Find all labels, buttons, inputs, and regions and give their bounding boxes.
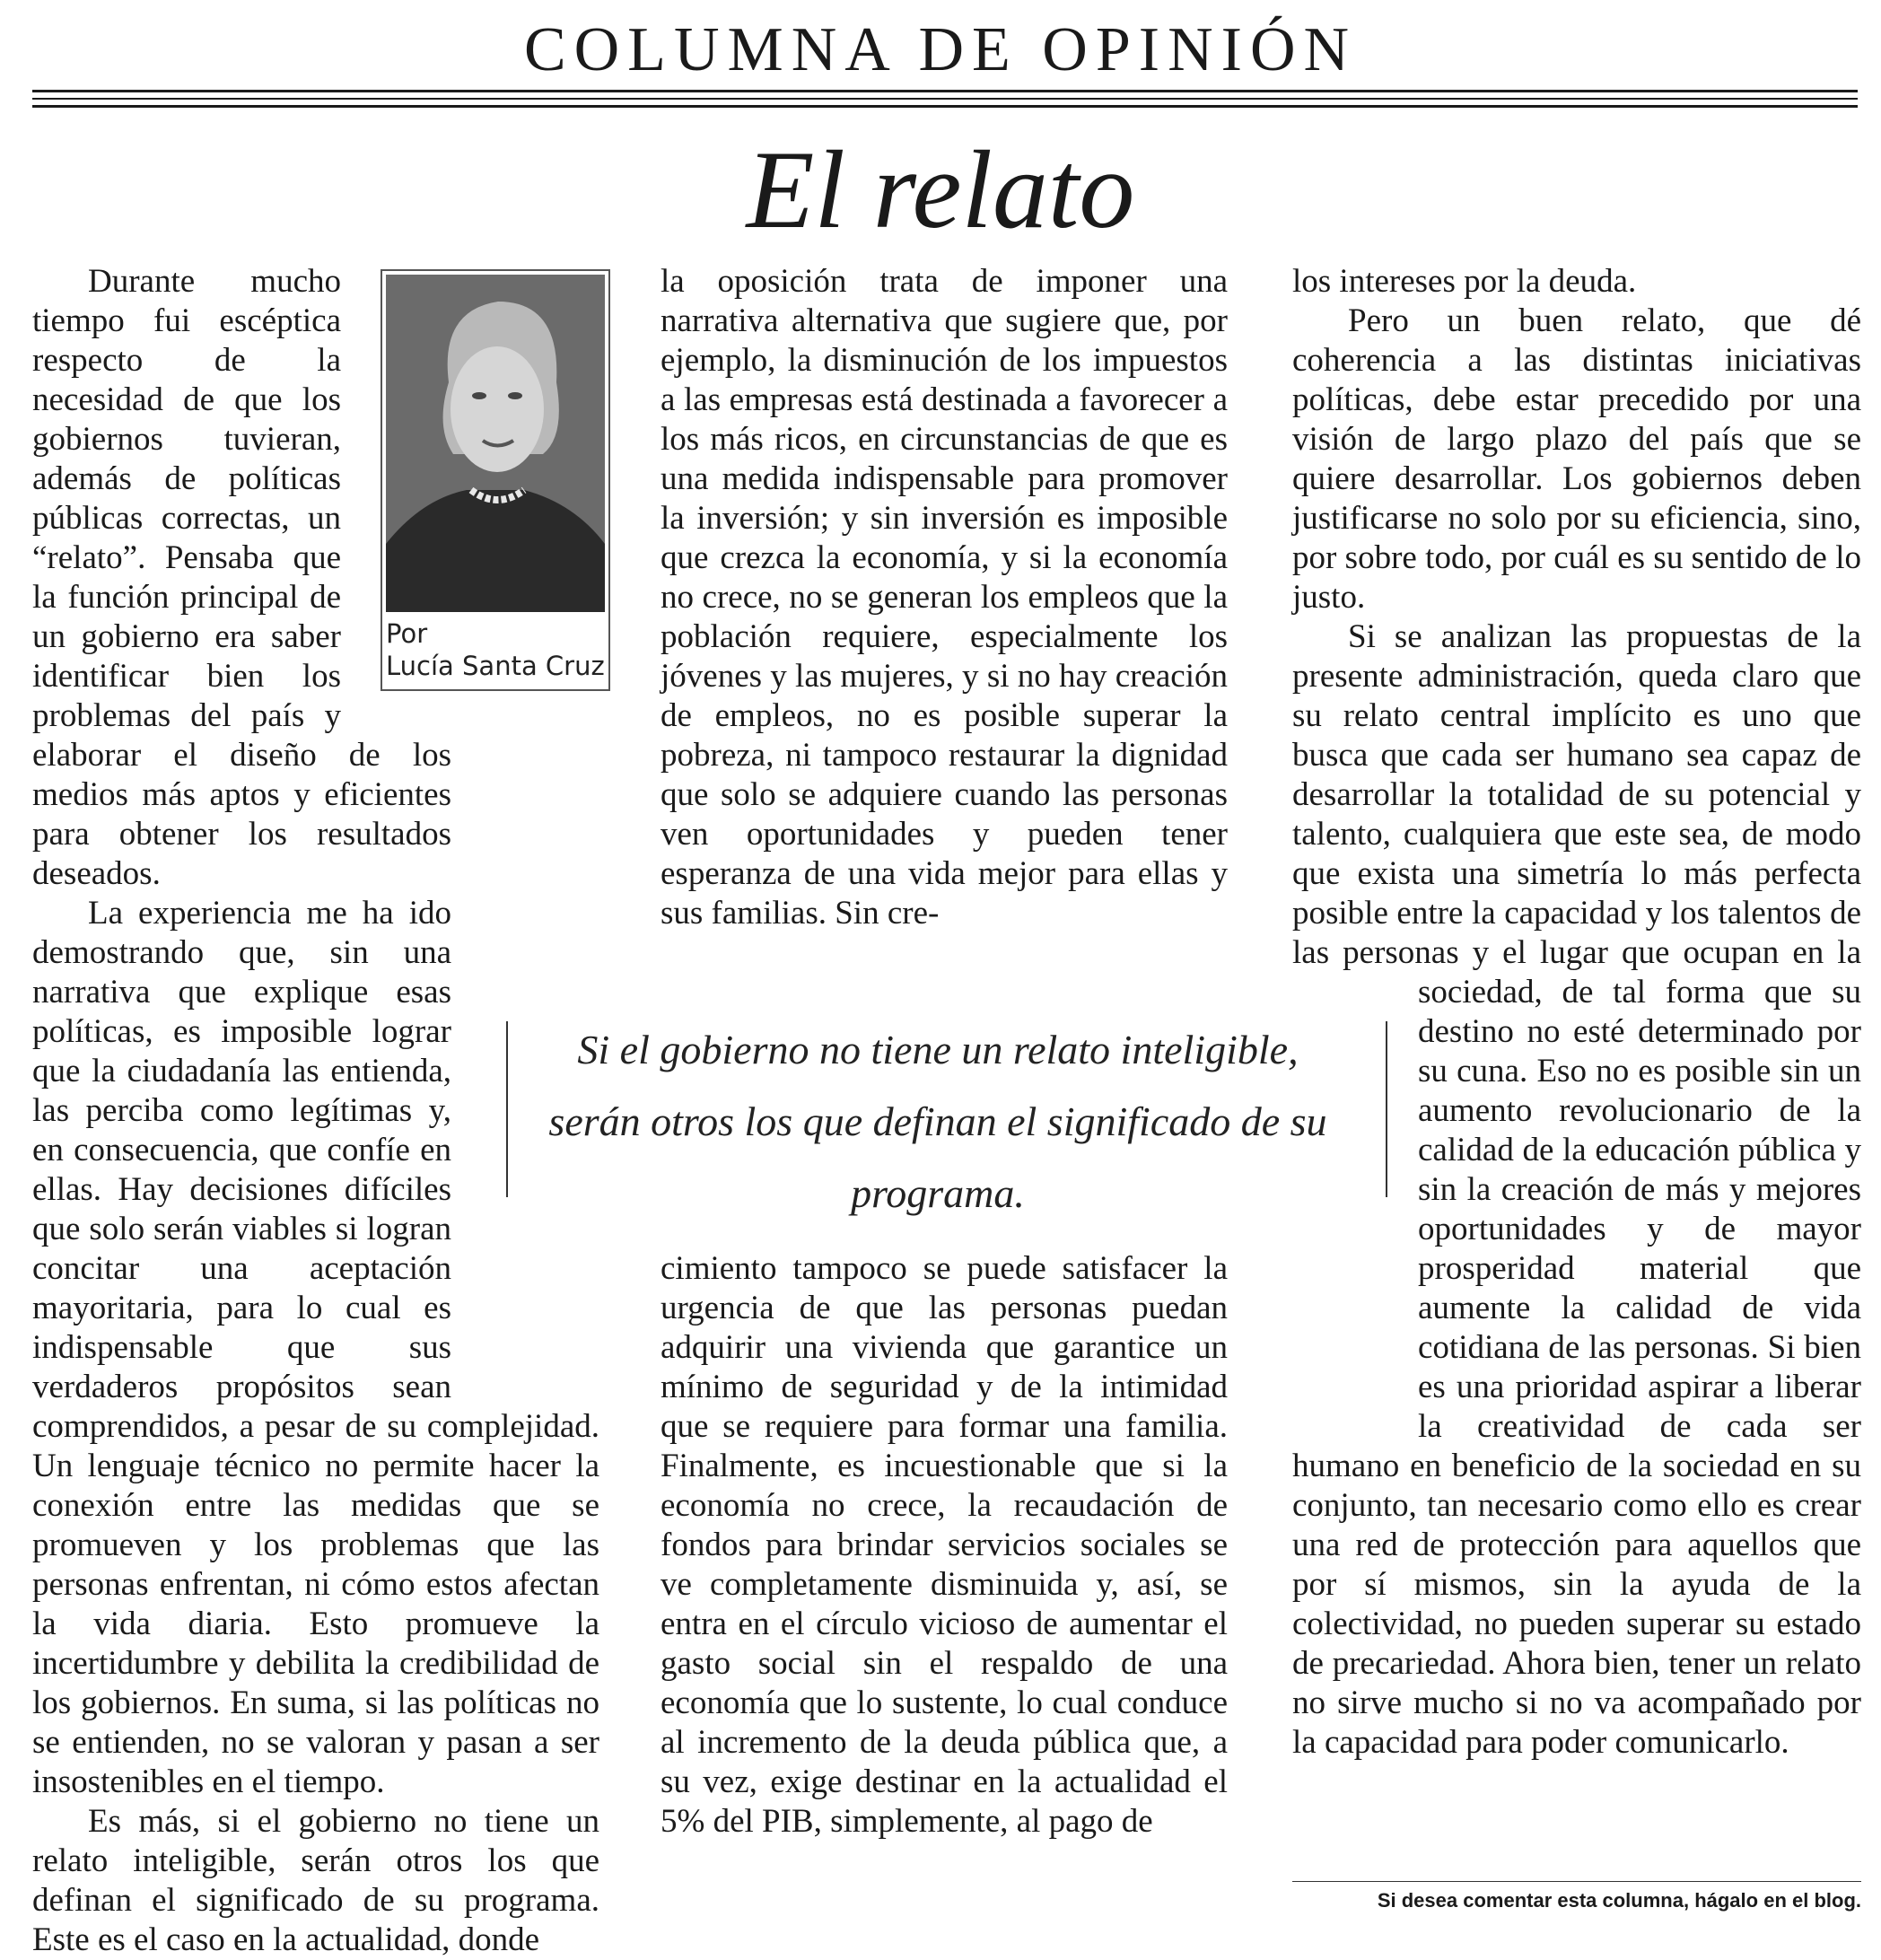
header-rule-top	[32, 90, 1858, 92]
article-column-2-top	[661, 262, 1228, 933]
paragraph: Pero un buen relato, que dé coherencia a las distintas iniciativas políticas, debe estar precedido por una visión de largo plazo del país que se quiere desarrollar. Los gobiernos deben justificarse no solo por su eficiencia, sino, por sobre todo, por cuál es su sentido de lo justo.	[1292, 302, 1861, 616]
pull-quote-bar-left	[506, 1021, 508, 1197]
author-name: Lucía Santa Cruz	[386, 651, 605, 681]
pull-quote: Si el gobierno no tiene un relato inteligible, serán otros los que definan el significado de su programa.	[548, 1027, 1327, 1216]
footer-note: Si desea comentar esta columna, hágalo en el blog.	[1377, 1889, 1861, 1912]
author-photo	[386, 275, 605, 612]
paragraph: Durante mucho tiempo fui escéptica respecto de la necesidad de que los gobiernos tuvieran, además de políticas públicas correctas, un “relato”. Pensaba que la función principal de un gobierno era saber identificar bien los problemas del país y elaborar el diseño de los medios más aptos y eficientes para obtener los resultados deseados.	[32, 263, 451, 892]
paragraph: los intereses por la deuda.	[1292, 263, 1637, 300]
header-rule-bottom	[32, 105, 1858, 108]
article-title: El relato	[746, 128, 1135, 251]
paragraph: Si se analizan las propuestas de la presente administración, queda claro que su relato central implícito es uno que busca que cada ser humano sea capaz de desarrollar la totalidad de su potencial y talento, cualquiera que este sea, de modo que exista una simetría lo más perfecta posible entre la capacidad y los talentos de las personas y el lugar que ocupan en la sociedad, de tal forma que su destino no esté determinado por su cuna. Eso no es posible sin un aumento revolucionario de la calidad de la educación pública y sin la creación de más y mejores oportunidades y de mayor prosperidad material que aumente la calidad de vida cotidiana de las personas. Si bien es una prioridad aspirar a liberar la creatividad de cada ser humano en beneficio de la sociedad en su conjunto, tan necesario como ello es crear una red de protección para aquellos que por sí mismos, sin la ayuda de la colectividad, no pueden superar su estado de precariedad. Ahora bien, tener un relato no sirve mucho si no va acompañado por la capacidad para poder comunicarlo.	[1292, 618, 1861, 1761]
author-byline	[386, 617, 605, 682]
author-photo-box	[381, 269, 610, 691]
paragraph: cimiento tampoco se puede satisfacer la urgencia de que las personas puedan adquirir una vivienda que garantice un mínimo de seguridad y de la intimidad que se requiere para formar una familia. Finalmente, es incuestionable que si la economía no crece, la recaudación de fondos para brindar servicios sociales se ve completamente disminuida y, así, se entra en el círculo vicioso de aumentar el gasto social sin el respaldo de una economía que lo sustente, lo cual conduce al incremento de la deuda pública que, a su vez, exige destinar en la actualidad el 5% del PIB, simplemente, al pago de	[661, 1250, 1228, 1840]
pull-quote-bar-right	[1386, 1021, 1387, 1197]
section-header: COLUMNA DE OPINIÓN	[523, 15, 1358, 84]
article-column-2-bottom	[661, 1249, 1228, 1842]
byline-prefix: Por	[386, 618, 428, 649]
author-portrait-image	[386, 275, 605, 612]
paragraph: Es más, si el gobierno no tiene un relato inteligible, serán otros los que definan el significado de su programa. Este es el caso en la actualidad, donde	[32, 1803, 599, 1958]
header-rule-middle	[32, 98, 1858, 100]
paragraph: La experiencia me ha ido demostrando que, sin una narrativa que explique esas políticas, es imposible lograr que la ciudadanía las entienda, las perciba como legítimas y, en consecuencia, que confíe en ellas. Hay decisiones difíciles que solo serán viables si logran concitar una aceptación mayoritaria, para lo cual es indispensable que sus verdaderos propósitos sean comprendidos, a pesar de su complejidad. Un lenguaje técnico no permite hacer la conexión entre las medidas que se promueven y los problemas que las personas enfrentan, ni cómo estos afectan la vida diaria. Esto promueve la incertidumbre y debilita la credibilidad de los gobiernos. En suma, si las políticas no se entienden, no se valoran y pasan a ser insostenibles en el tiempo.	[32, 895, 599, 1800]
footer-rule	[1292, 1881, 1861, 1882]
article-column-3	[1292, 262, 1861, 1763]
paragraph: la oposición trata de imponer una narrativa alternativa que sugiere que, por ejemplo, la disminución de los impuestos a las empresas está destinada a favorecer a los más ricos, en circunstancias de que es una medida indispensable para promover la inversión; y sin inversión es imposible que crezca la economía, y si la economía no crece, no se generan los empleos que la población requiere, especialmente los jóvenes y las mujeres, y si no hay creación de empleos, no es posible superar la pobreza, ni tampoco restaurar la dignidad que solo se adquiere cuando las personas ven oportunidades y pueden tener esperanza de una vida mejor para ellas y sus familias. Sin cre-	[661, 263, 1228, 932]
